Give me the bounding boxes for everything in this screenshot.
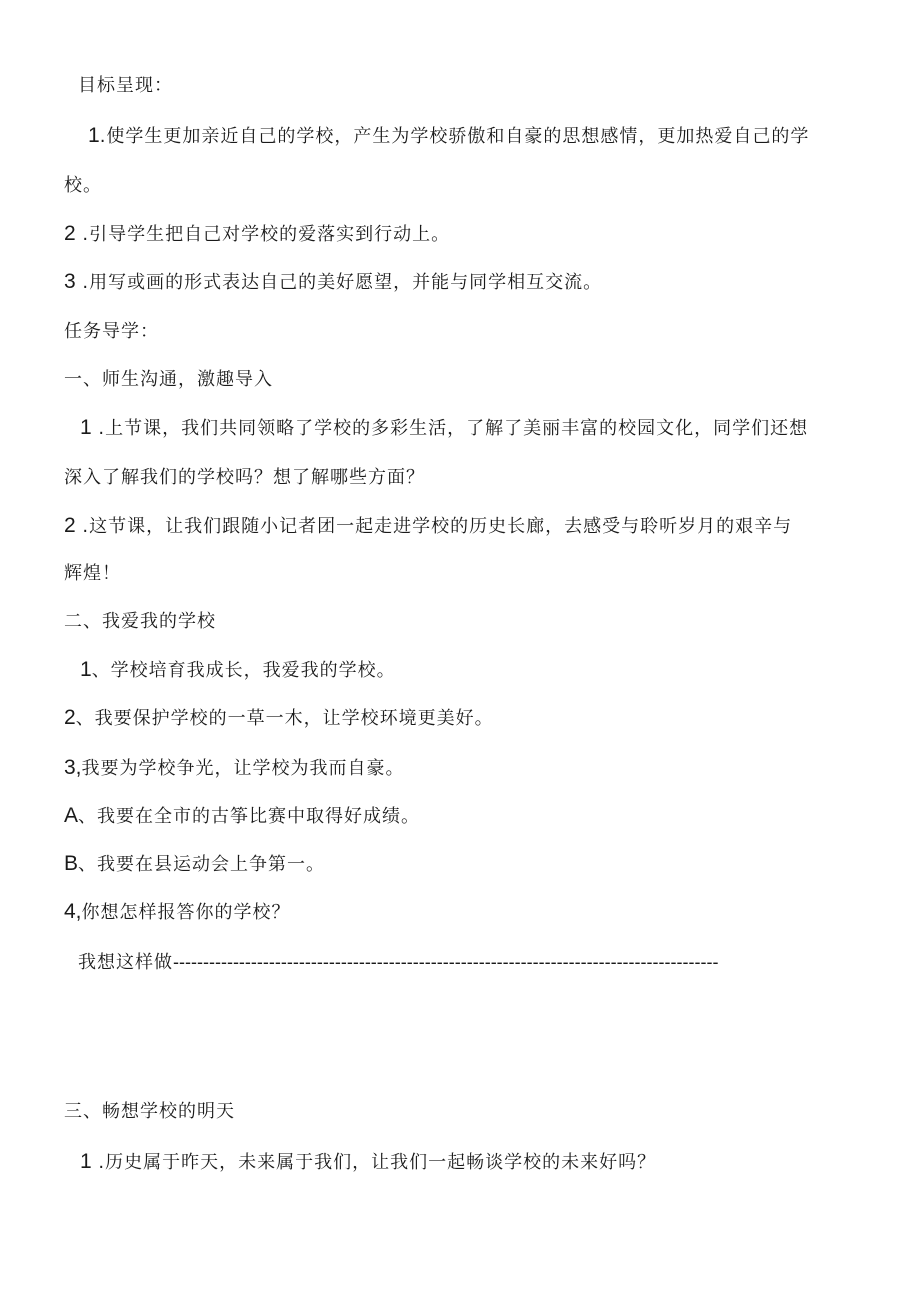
section-2-item-3-text: 我要为学校争光，让学校为我而自豪。 (81, 758, 405, 779)
section-1-item-2-text: .这节课，让我们跟随小记者团一起走进学校的历史长廊，去感受与聆听岁月的艰辛与 (75, 516, 793, 537)
goal-item-2-number: 2 (64, 222, 76, 245)
section-1-item-1-cont-text: 深入了解我们的学校吗？想了解哪些方面？ (64, 467, 425, 488)
section-1-item-1 (80, 416, 808, 441)
goal-item-1-number: 1 (88, 124, 100, 147)
section-2-item-3-number: 3, (64, 756, 82, 779)
section-1-item-2 (64, 514, 792, 539)
section-2-title (64, 610, 216, 634)
goal-item-3-number: 3 (64, 270, 76, 293)
section-3-item-1-text: .历史属于昨天，未来属于我们，让我们一起畅谈学校的未来好吗？ (91, 1152, 657, 1173)
section-2-item-b-letter: B (64, 852, 79, 875)
goal-heading (78, 74, 173, 98)
section-1-item-1-continued (64, 466, 425, 490)
goal-item-3-text: .用写或画的形式表达自己的美好愿望，并能与同学相互交流。 (75, 272, 603, 293)
section-2-item-2-number: 2 (64, 706, 76, 729)
goal-item-2-text: .引导学生把自己对学校的爱落实到行动上。 (75, 224, 451, 245)
section-3-item-1 (80, 1150, 656, 1175)
section-3-title-text: 三、畅想学校的明天 (64, 1101, 235, 1122)
section-2-item-4-text: 你想怎样报答你的学校？ (81, 902, 291, 923)
section-2-item-a (64, 804, 420, 829)
section-1-item-2-number: 2 (64, 514, 76, 537)
section-3-title (64, 1100, 235, 1124)
section-3-item-1-number: 1 (80, 1150, 92, 1173)
section-2-item-2-text: 、我要保护学校的一草一木，让学校环境更美好。 (75, 708, 494, 729)
section-2-item-a-letter: A (64, 804, 79, 827)
section-2-item-a-text: 、我要在全市的古筝比赛中取得好成绩。 (78, 806, 421, 827)
section-2-item-1-text: 、学校培育我成长，我爱我的学校。 (91, 660, 396, 681)
section-2-item-3 (64, 756, 405, 781)
section-2-item-1 (80, 658, 396, 683)
goal-heading-text: 目标呈现： (78, 75, 173, 96)
section-1-title (64, 368, 273, 392)
section-2-item-b (64, 852, 325, 877)
goal-item-1-continued (64, 174, 102, 198)
answer-prompt: 我想这样做 (78, 952, 173, 973)
section-1-item-2-continued (64, 562, 121, 586)
section-1-title-text: 一、师生沟通，激趣导入 (64, 369, 273, 390)
answer-blank-line: ------------------------------------------------------------------------------------------- (173, 952, 719, 972)
answer-fill-line (78, 950, 850, 975)
section-2-item-b-text: 、我要在县运动会上争第一。 (78, 854, 326, 875)
section-1-item-1-number: 1 (80, 416, 92, 439)
goal-item-2 (64, 222, 450, 247)
section-2-item-4 (64, 900, 291, 925)
section-1-item-1-text: .上节课，我们共同领略了学校的多彩生活，了解了美丽丰富的校园文化，同学们还想 (91, 418, 809, 439)
section-2-item-2 (64, 706, 494, 731)
section-2-item-4-number: 4, (64, 900, 82, 923)
section-2-title-text: 二、我爱我的学校 (64, 611, 216, 632)
goal-item-3 (64, 270, 602, 295)
task-heading (64, 320, 159, 344)
section-2-item-1-number: 1 (80, 658, 92, 681)
task-heading-text: 任务导学： (64, 321, 159, 342)
goal-item-1-text: .使学生更加亲近自己的学校，产生为学校骄傲和自豪的思想感情，更加热爱自己的学 (99, 126, 810, 147)
section-1-item-2-cont-text: 辉煌！ (64, 563, 121, 584)
goal-item-1 (88, 124, 809, 149)
goal-item-1-cont-text: 校。 (64, 175, 102, 196)
